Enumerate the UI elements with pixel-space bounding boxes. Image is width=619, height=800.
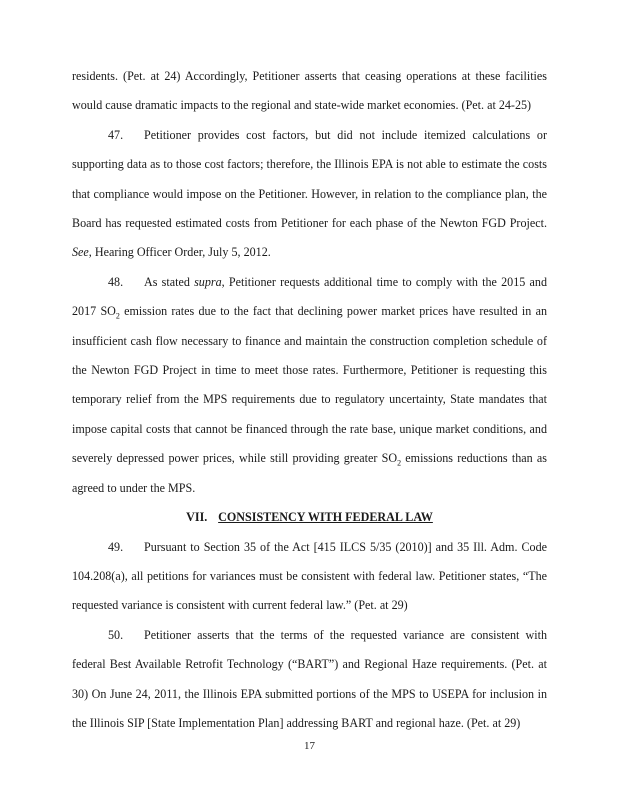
section-numeral: VII.	[186, 510, 208, 525]
paragraph-text: As stated	[144, 274, 195, 289]
paragraph-text: Petitioner asserts that the terms of the requested variance are consistent with federal Best Available Retrofit Technology (“BART”) and Regional Haze requirements. (Pet. at 30) On June 24, 2011, the Illinois EPA submitted portions of the MPS to USEPA for inclusion in the Illinois SIP [State Implementation Plan] addressing BART and regional haze. (Pet. at 29)	[72, 627, 547, 730]
document-body	[72, 62, 547, 738]
page-number: 17	[304, 740, 315, 752]
paragraph-continuation: residents. (Pet. at 24) Accordingly, Petitioner asserts that ceasing operations at these facilities would cause dramatic impacts to the regional and state-wide market economies. (Pet. at 24-25)	[72, 69, 547, 113]
paragraph-text: , Hearing Officer Order, July 5, 2012.	[88, 245, 271, 260]
paragraph-49	[72, 533, 547, 621]
paragraph-number: 48.	[108, 274, 124, 289]
subscript: 2	[397, 458, 402, 468]
paragraph-number: 50.	[108, 627, 124, 642]
paragraph-text: Pursuant to Section 35 of the Act [415 ILCS 5/35 (2010)] and 35 Ill. Adm. Code 104.208(a), all petitions for variances must be consistent with federal law. Petitioner states, “The requested variance is consistent with current federal law.” (Pet. at 29)	[72, 539, 547, 613]
subscript: 2	[115, 311, 120, 321]
section-heading	[72, 503, 547, 532]
paragraph-text: Petitioner provides cost factors, but did not include itemized calculations or supporting data as to those cost factors; therefore, the Illinois EPA is not able to estimate the costs that compliance would impose on the Petitioner. However, in relation to the compliance plan, the Board has requested estimated costs from Petitioner for each phase of the Newton FGD Project.	[72, 127, 547, 231]
paragraph-50	[72, 621, 547, 739]
paragraph-48	[72, 268, 547, 503]
paragraph-text: , Petitioner requests additional time to comply with the 2015 and 2017 SO	[72, 274, 547, 319]
paragraph-number: 47.	[108, 127, 124, 142]
paragraph-number: 49.	[108, 539, 124, 554]
paragraph-47	[72, 121, 547, 268]
citation-signal: supra	[194, 274, 222, 289]
section-title: CONSISTENCY WITH FEDERAL LAW	[218, 510, 433, 525]
citation-signal: See	[72, 245, 89, 260]
paragraph-text: emissions reductions than as agreed to under the MPS.	[72, 451, 547, 495]
paragraph-text: emission rates due to the fact that declining power market prices have resulted in an insufficient cash flow necessary to finance and maintain the construction completion schedule of the Newton FGD Project in time to meet those rates. Furthermore, Petitioner is requesting this temporary relief from the MPS requirements due to regulatory uncertainty, State mandates that impose capital costs that cannot be financed through the rate base, unique market conditions, and severely depressed power prices, while still providing greater SO	[72, 304, 548, 466]
